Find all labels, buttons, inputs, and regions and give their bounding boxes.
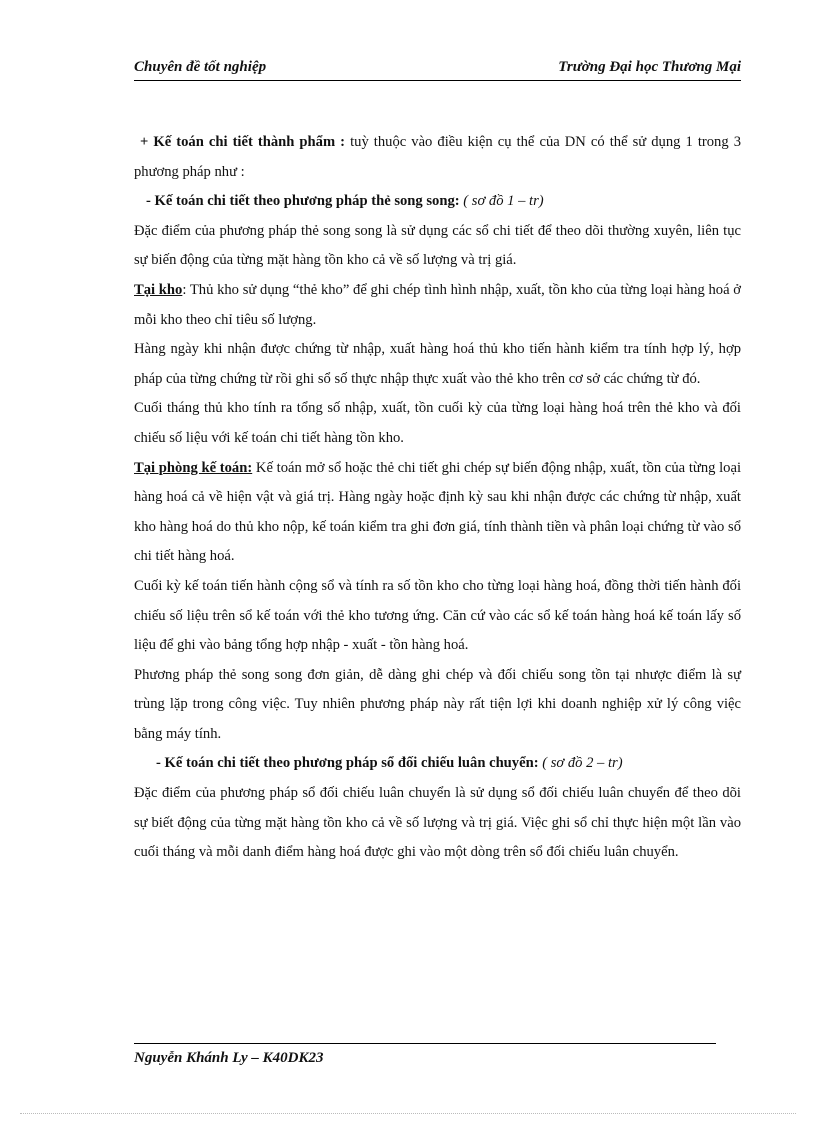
header-university: Trường Đại học Thương Mại: [558, 59, 741, 75]
heading-parallel-card-method: [134, 187, 741, 217]
parallel-card-heading: - Kế toán chi tiết theo phương pháp thẻ song song:: [146, 193, 460, 210]
finished-goods-heading: + Kế toán chi tiết thành phẩm :: [140, 134, 346, 150]
paragraph-parallel-features: Đặc điểm của phương pháp thẻ song song là sử dụng các sổ chi tiết để theo dõi thường xuyên, liên tục sự biến động của từng mặt hàng tồn kho cả về số lượng và trị giá.: [134, 222, 741, 269]
paragraph-method-evaluation: Phương pháp thẻ song song đơn giản, dễ dàng ghi chép và đối chiếu song tồn tại nhược điểm là sự trùng lặp trong công việc. Tuy nhiên phương pháp này rất tiện lợi khi doanh nghiệp xử lý công việc bằng máy tính.: [134, 666, 741, 742]
heading-reconciliation-method: [134, 749, 741, 779]
paragraph-period-end: Cuối kỳ kế toán tiến hành cộng sổ và tính ra số tồn kho cho từng loại hàng hoá, đồng thời tiến hành đối chiếu số liệu trên sổ kế toán với thẻ kho tương ứng. Căn cứ vào các sổ kế toán hàng hoá kế toán lấy số liệu để ghi vào bảng tổng hợp nhập - xuất - tồn hàng hoá.: [134, 577, 741, 654]
diagram-ref-1: ( sơ đồ 1 – tr): [459, 193, 544, 210]
paragraph-reconciliation-features: Đặc điểm của phương pháp sổ đối chiếu luân chuyển là sử dụng sổ đối chiếu luân chuyển để theo dõi sự biết động của từng mặt hàng tồn kho cả về số lượng và trị giá. Việc ghi sổ chỉ thực hiện một lần vào cuối tháng và mỗi danh điểm hàng hoá được ghi vào một dòng trên sổ đối chiếu luân chuyển.: [134, 785, 741, 861]
paragraph-at-warehouse: [134, 276, 741, 335]
at-warehouse-label: Tại kho: [134, 281, 183, 298]
paragraph-month-end: Cuối tháng thủ kho tính ra tổng số nhập, xuất, tồn cuối kỳ của từng loại hàng hoá trên thẻ kho và đối chiếu số liệu với kế toán chi tiết hàng tồn kho.: [134, 400, 741, 446]
diagram-ref-2: ( sơ đồ 2 – tr): [538, 755, 623, 772]
header-thesis-title: Chuyên đề tốt nghiệp: [134, 59, 267, 75]
footer-author: Nguyễn Khánh Ly – K40DK23: [134, 1050, 324, 1066]
at-warehouse-text: : Thủ kho sử dụng “thẻ kho” để ghi chép tình hình nhập, xuất, tồn kho của từng loại hàng hoá ở mỗi kho theo chỉ tiêu số lượng.: [134, 281, 741, 328]
accounting-dept-text: Kế toán mở sổ hoặc thẻ chi tiết ghi chép sự biến động nhập, xuất, tồn của từng loại hàng hoá cả về hiện vật và giá trị. Hàng ngày hoặc định kỳ sau khi nhận được các chứng từ nhập, xuất kho hàng hoá do thủ kho nộp, kế toán kiểm tra ghi đơn giá, tính thành tiền và phân loại chứng từ vào sổ chi tiết hàng hoá.: [134, 459, 742, 565]
footer-divider: [134, 1043, 716, 1044]
accounting-dept-label: Tại phòng kế toán:: [134, 459, 253, 476]
paragraph-accounting-dept: [134, 454, 741, 572]
page-bottom-edge: [20, 1113, 796, 1114]
reconciliation-heading: - Kế toán chi tiết theo phương pháp sổ đối chiếu luân chuyển:: [156, 755, 539, 772]
paragraph-daily-receipts: Hàng ngày khi nhận được chứng từ nhập, xuất hàng hoá thủ kho tiến hành kiểm tra tính hợp lý, hợp pháp của từng chứng từ rồi ghi sổ số thực nhập thực xuất vào thẻ kho trên cơ sở các chứng từ đó.: [134, 341, 741, 387]
paragraph-finished-goods: [134, 128, 741, 187]
document-body: [134, 128, 741, 868]
finished-goods-text: tuỳ thuộc vào điều kiện cụ thể của DN có thể sử dụng 1 trong 3 phương pháp như :: [134, 134, 741, 180]
page-header: [134, 58, 741, 81]
